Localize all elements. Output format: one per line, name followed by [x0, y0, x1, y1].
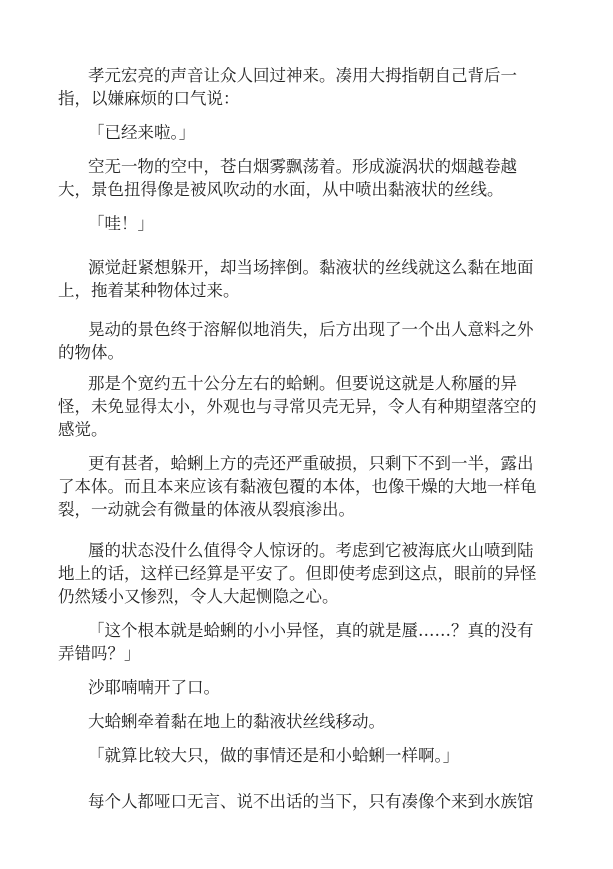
text-line: 了本体。而且本来应该有黏液包覆的本体，也像干燥的大地一样龟	[58, 477, 537, 496]
text-line: 晃动的景色终于溶解似地消失，后方出现了一个出人意料之外	[88, 320, 534, 339]
text-line: 裂，一动就会有微量的体液从裂痕渗出。	[58, 500, 355, 519]
text-line: 感觉。	[58, 420, 108, 439]
text-line: 空无一物的空中，苍白烟雾飘荡着。形成漩涡状的烟越卷越	[88, 157, 517, 176]
text-line: 指，以嫌麻烦的口气说：	[58, 89, 240, 108]
text-line: 更有甚者，蛤蜊上方的壳还严重破损，只剩下不到一半，露出	[88, 454, 534, 473]
dialogue-line: 「这个根本就是蛤蜊的小小异怪，真的就是蜃……？真的没有	[88, 621, 534, 640]
text-line: 上，拖着某种物体过来。	[58, 281, 240, 300]
text-line: 怪，未免显得太小，外观也与寻常贝壳无异，令人有种期望落空的	[58, 397, 537, 416]
dialogue-line: 「就算比较大只，做的事情还是和小蛤蜊一样啊。」	[88, 746, 460, 765]
text-line: 沙耶喃喃开了口。	[88, 678, 220, 697]
dialogue-line: 弄错吗？」	[58, 644, 141, 663]
text-line: 大蛤蜊牵着黏在地上的黏液状丝线移动。	[88, 712, 385, 731]
text-line: 蜃的状态没什么值得令人惊讶的。考虑到它被海底火山喷到陆	[88, 541, 534, 560]
text-line: 的物体。	[58, 343, 124, 362]
text-line: 大，景色扭得像是被风吹动的水面，从中喷出黏液状的丝线。	[58, 180, 504, 199]
text-line: 那是个宽约五十公分左右的蛤蜊。但要说这就是人称蜃的异	[88, 374, 517, 393]
dialogue-line: 「哇！」	[88, 214, 154, 233]
dialogue-line: 「已经来啦。」	[88, 123, 196, 142]
text-line: 每个人都哑口无言、说不出话的当下，只有凑像个来到水族馆	[88, 792, 534, 811]
text-line: 源觉赶紧想躲开，却当场摔倒。黏液状的丝线就这么黏在地面	[88, 258, 534, 277]
text-line: 孝元宏亮的声音让众人回过神来。凑用大拇指朝自己背后一	[88, 66, 517, 85]
text-line: 地上的话，这样已经算是平安了。但即使考虑到这点，眼前的异怪	[58, 564, 537, 583]
text-line: 仍然矮小又惨烈，令人大起恻隐之心。	[58, 587, 339, 606]
